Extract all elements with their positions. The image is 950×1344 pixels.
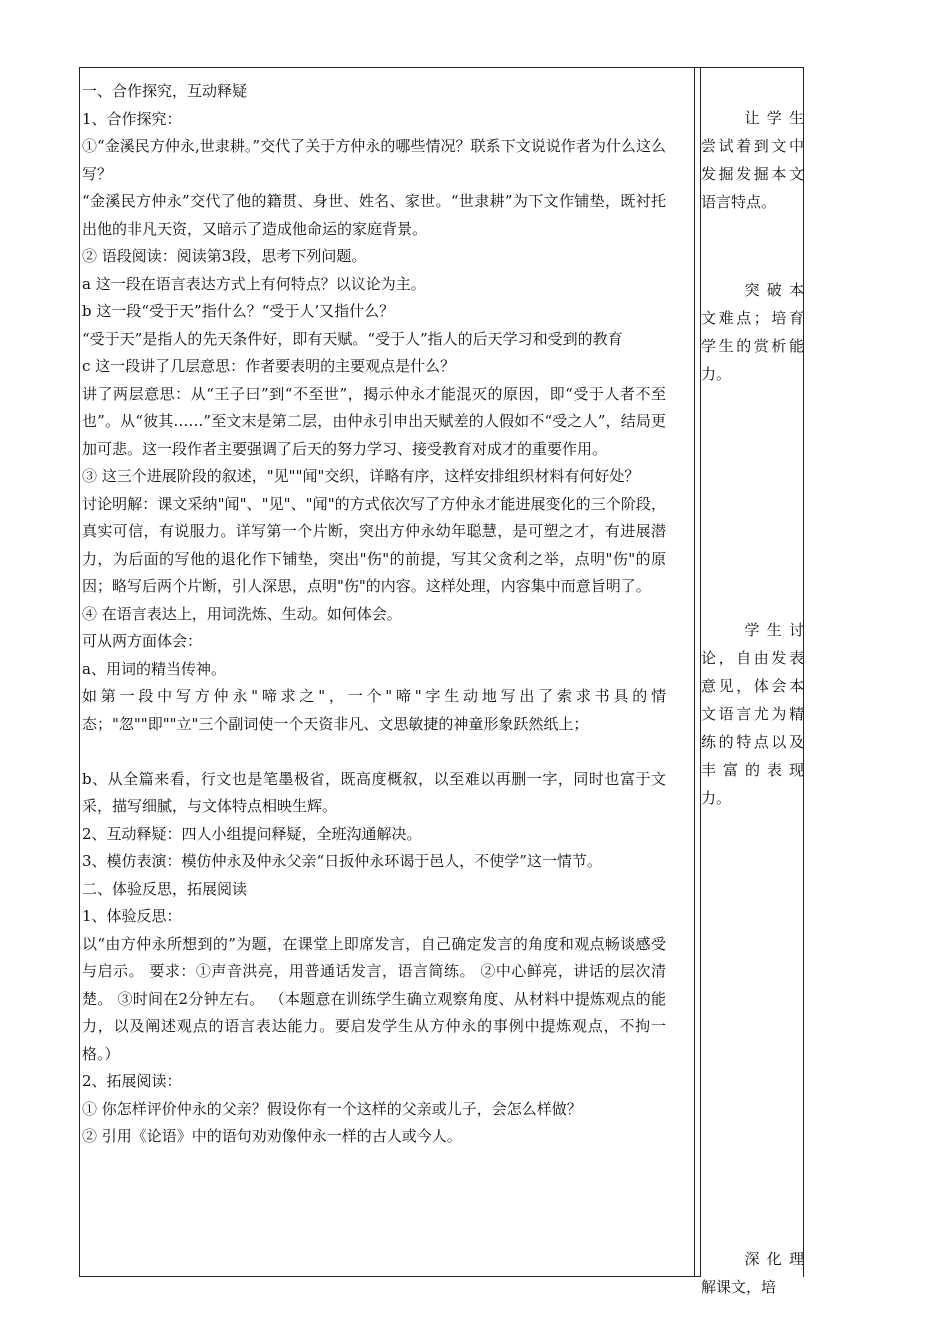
task: ② 语段阅读：阅读第3段，思考下列问题。 xyxy=(82,247,367,265)
spacer-column xyxy=(694,67,701,1277)
answer-intro: 可从两方面体会： xyxy=(82,632,203,650)
answer-point: a、用词的精当传神。 xyxy=(82,659,226,678)
section-heading: 一、合作探究，互动释疑 xyxy=(82,82,248,100)
note-3: 学生讨论，自由发表意见，体会本文语言尤为精练的特点以及丰富的表现力。 xyxy=(701,621,804,807)
answer: “受于天”是指人的先天条件好，即有天赋。“受于人”指人的后天学习和受到的教育 xyxy=(82,329,623,348)
discussion: 讨论明解：课文采纳"闻"、"见"、"闻"的方式依次写了方仲永才能进展变化的三个阶段，真实可信，有说服力。详写第一个片断，突出方仲永幼年聪慧，是可塑之才，有进展潜力，为后面的写他的退化作下铺垫，突出"伤"的前提，写其父贪利之举，点明"伤"的原因；略写后两个片断，引人深思，点明"伤"的内容。这样处理，内容集中而意旨明了。 xyxy=(82,494,666,595)
task: 以“由方仲永所想到的”为题，在课堂上即席发言，自己确定发言的角度和观点畅谈感受与启示。 要求：①声音洪亮，用普通话发言，语言简练。 ②中心鲜亮，讲话的层次清楚。 ③时间在2分钟左右。 （本题意在训练学生确立观察角度、从材料中提炼观点的能力，以及阐述观点的语言表达能力。要启发学生从方仲永的事例中提炼观点，不拘一格。） xyxy=(82,934,666,1063)
subheading: 3、模仿表演：模仿仲永及仲永父亲“日扳仲永环谒于邑人，不使学”这一情节。 xyxy=(82,852,602,870)
answer: “金溪民方仲永”交代了他的籍贯、身世、姓名、家世。“世隶耕”为下文作铺垫，既衬托出他的非凡天资，又暗示了造成他命运的家庭背景。 xyxy=(82,192,666,238)
lesson-content xyxy=(82,78,666,1151)
note-2: 突破本文难点；培育学生的赏析能力。 xyxy=(701,281,804,383)
question: ③ 这三个进展阶段的叙述，"见""闻"交织，详略有序，这样安排组织材料有何好处？ xyxy=(82,467,640,485)
question: b 这一段“受于天”指什么？“受于人’又指什么？ xyxy=(82,302,395,320)
answer: 如第一段中写方仲永"啼求之"，一个"啼"字生动地写出了索求书具的情态；"忽""即""立"三个副词使一个天资非凡、文思敏捷的神童形象跃然纸上； xyxy=(82,687,666,733)
question: ①“金溪民方仲永,世隶耕。”交代了关于方仲永的哪些情况？联系下文说说作者为什么这么写？ xyxy=(82,137,666,183)
question: a 这一段在语言表达方式上有何特点？以议论为主。 xyxy=(82,274,426,293)
question: ② 引用《论语》中的语句劝劝像仲永一样的古人或今人。 xyxy=(82,1127,462,1145)
blank-line xyxy=(82,738,666,766)
question: ① 你怎样评价仲永的父亲？假设你有一个这样的父亲或儿子，会怎么样做？ xyxy=(82,1099,582,1118)
note-1: 让学生尝试着到文中发掘发掘本文语言特点。 xyxy=(701,109,804,211)
section-heading: 二、体验反思，拓展阅读 xyxy=(82,879,248,898)
question: ④ 在语言表达上，用词洗炼、生动。如何体会。 xyxy=(82,604,402,623)
subheading: 1、合作探究： xyxy=(82,109,182,128)
subheading: 2、拓展阅读： xyxy=(82,1072,182,1090)
answer-point: b、从全篇来看，行文也是笔墨极省，既高度概叙，以至难以再删一字，同时也富于文采，描写细腻，与文体特点相映生辉。 xyxy=(82,769,666,815)
subheading: 1、体验反思： xyxy=(82,907,182,925)
question: c 这一段讲了几层意思：作者要表明的主要观点是什么？ xyxy=(82,357,456,375)
subheading: 2、互动释疑：四人小组提问释疑，全班沟通解决。 xyxy=(82,824,422,843)
answer: 讲了两层意思：从“王子曰”到“不至世”，揭示仲永才能混灭的原因，即“受于人者不至也”。从“彼其……”至文末是第二层，由仲永引申出天赋差的人假如不“受之人”，结局更加可悲。这一段作者主要强调了后天的努力学习、接受教育对成才的重要作用。 xyxy=(82,384,666,458)
note-4: 深化理解课文，培 xyxy=(701,1250,804,1296)
